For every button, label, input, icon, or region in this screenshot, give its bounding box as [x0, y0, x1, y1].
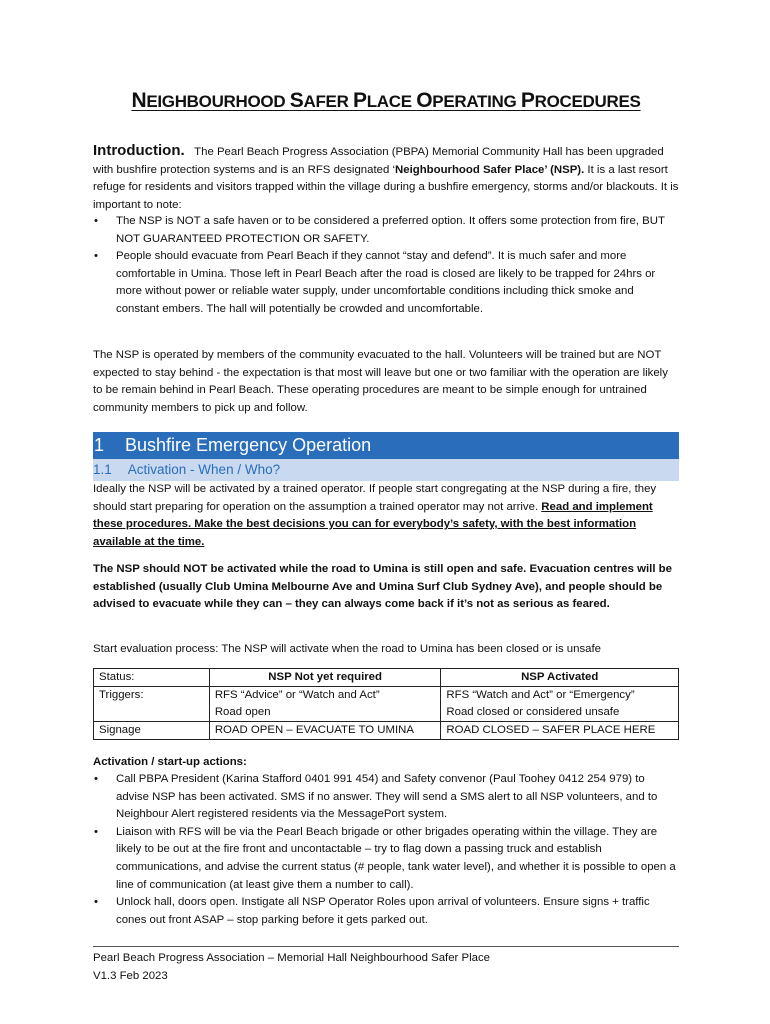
activation-emphasis: Read and implement these procedures. Make the best decisions you can for everybody’s safety, with the best information available at the time.: [93, 500, 653, 548]
intro-lead: Introduction.: [93, 142, 185, 159]
operation-paragraph: The NSP is operated by members of the community evacuated to the hall. Volunteers will be trained but are NOT expected to stay behind - the expectation is that most will leave but one or two familiar with the operation are likely to be remain behind in Pearl Beach. These operating procedures are meant to be simple enough for untrained community members to pick up and follow.: [93, 349, 668, 414]
title-word: LACE: [366, 92, 417, 111]
title-word: PERATING: [432, 92, 521, 111]
table-header-cell: NSP Activated: [441, 669, 679, 687]
cell-line: Road closed or considered unsafe: [446, 706, 620, 718]
table-cell: [209, 687, 441, 722]
document-title: [93, 89, 679, 112]
startup-heading: Activation / start-up actions:: [93, 756, 247, 768]
startup-bullet-list: [93, 771, 679, 929]
evaluation-paragraph: Start evaluation process: The NSP will activate when the road to Umina has been closed or is unsafe: [93, 643, 602, 655]
table-cell: Signage: [94, 722, 210, 740]
table-cell: ROAD CLOSED – SAFER PLACE HERE: [441, 722, 679, 740]
activation-paragraph: [93, 481, 679, 551]
list-item: • Unlock hall, doors open. Instigate all NSP Operator Roles upon arrival of volunteers. Ensure signs + traffic cones out front ASAP – stop parking before it gets parked out.: [93, 894, 679, 929]
list-item: • Liaison with RFS will be via the Pearl Beach brigade or other brigades operating within the village. They are likely to be out at the fire front and uncontactable – try to flag down a passing truck and establish communications, and advise the current status (# people, tank water level), and whether it is possible to open a line of communication (at least give them a number to call).: [93, 824, 679, 894]
table-row: [94, 669, 679, 687]
section-number: 1: [94, 435, 105, 455]
cell-line: RFS “Advice” or “Watch and Act”: [214, 689, 380, 701]
table-row: [94, 687, 679, 722]
title-letter: P: [520, 89, 535, 112]
title-letter: N: [131, 89, 147, 112]
activation-text: Ideally the NSP will be activated by a trained operator. If people start congregating at the NSP during a fire, they should start preparing for operation on the assumption a trained operator may not arrive.: [93, 483, 657, 513]
title-letter: P: [353, 89, 367, 112]
title-word: AFER: [303, 92, 353, 111]
section-title: Bushfire Emergency Operation: [125, 435, 372, 455]
intro-paragraph: [93, 142, 679, 214]
cell-line: RFS “Watch and Act” or “Emergency”: [446, 689, 635, 701]
title-letter: O: [416, 89, 433, 112]
intro-bullet-list: [93, 213, 679, 319]
status-table: [93, 668, 679, 740]
section-number: 1.1: [93, 462, 112, 477]
cell-line: Road open: [214, 706, 271, 718]
activation-warning: The NSP should NOT be activated while the road to Umina is still open and safe. Evacuation centres will be established (usually Club Umina Melbourne Ave and Umina Surf Club Sydney Ave), and people should be advised to evacuate while they can – they can always come back if it’s not as serious as feared.: [93, 563, 672, 611]
footer-divider: [93, 946, 679, 947]
intro-bold: Neighbourhood Safer Place’ (NSP).: [395, 163, 585, 176]
table-row: [94, 722, 679, 740]
section-title: Activation - When / Who?: [127, 462, 281, 477]
list-item: • The NSP is NOT a safe haven or to be considered a preferred option. It offers some protection from fire, BUT NOT GUARANTEED PROTECTION OR SAFETY.: [93, 213, 679, 248]
title-word: EIGHBOURHOOD: [146, 92, 290, 111]
intro-text: It is a last resort refuge for residents and visitors trapped within the village during a bushfire emergency, storms and/or blackouts. It is important to note:: [93, 163, 679, 211]
section-heading-1-1: [93, 459, 679, 481]
list-item: • People should evacuate from Pearl Beach if they cannot “stay and defend”. It is much safer and more comfortable in Umina. Those left in Pearl Beach after the road is closed are likely to be trapped for 24hrs or more without power or reliable water supply, under uncomfortable conditions including thick smoke and constant embers. The hall will potentially be crowded and uncomfortable.: [93, 248, 679, 318]
table-cell: Triggers:: [94, 687, 210, 722]
footer-line: Pearl Beach Progress Association – Memorial Hall Neighbourhood Safer Place: [93, 952, 490, 964]
table-cell: ROAD OPEN – EVACUATE TO UMINA: [209, 722, 441, 740]
table-header-cell: NSP Not yet required: [209, 669, 441, 687]
title-word: ROCEDURES: [534, 92, 641, 111]
title-letter: S: [289, 89, 304, 112]
section-heading-1: [93, 432, 679, 459]
table-cell: [441, 687, 679, 722]
intro-text: The Pearl Beach Progress Association (PBPA) Memorial Community Hall has been upgraded with bushfire protection systems and is an RFS designated ‘: [93, 146, 664, 176]
list-item: • Call PBPA President (Karina Stafford 0401 991 454) and Safety convenor (Paul Toohey 0412 254 979) to advise NSP has been activated. SMS if no answer. They will send a SMS alert to all NSP volunteers, and to Neighbour Alert registered residents via the MessagePort system.: [93, 771, 679, 824]
footer-version: V1.3 Feb 2023: [93, 969, 168, 982]
table-cell: Status:: [94, 669, 210, 687]
page-footer: [93, 950, 679, 985]
